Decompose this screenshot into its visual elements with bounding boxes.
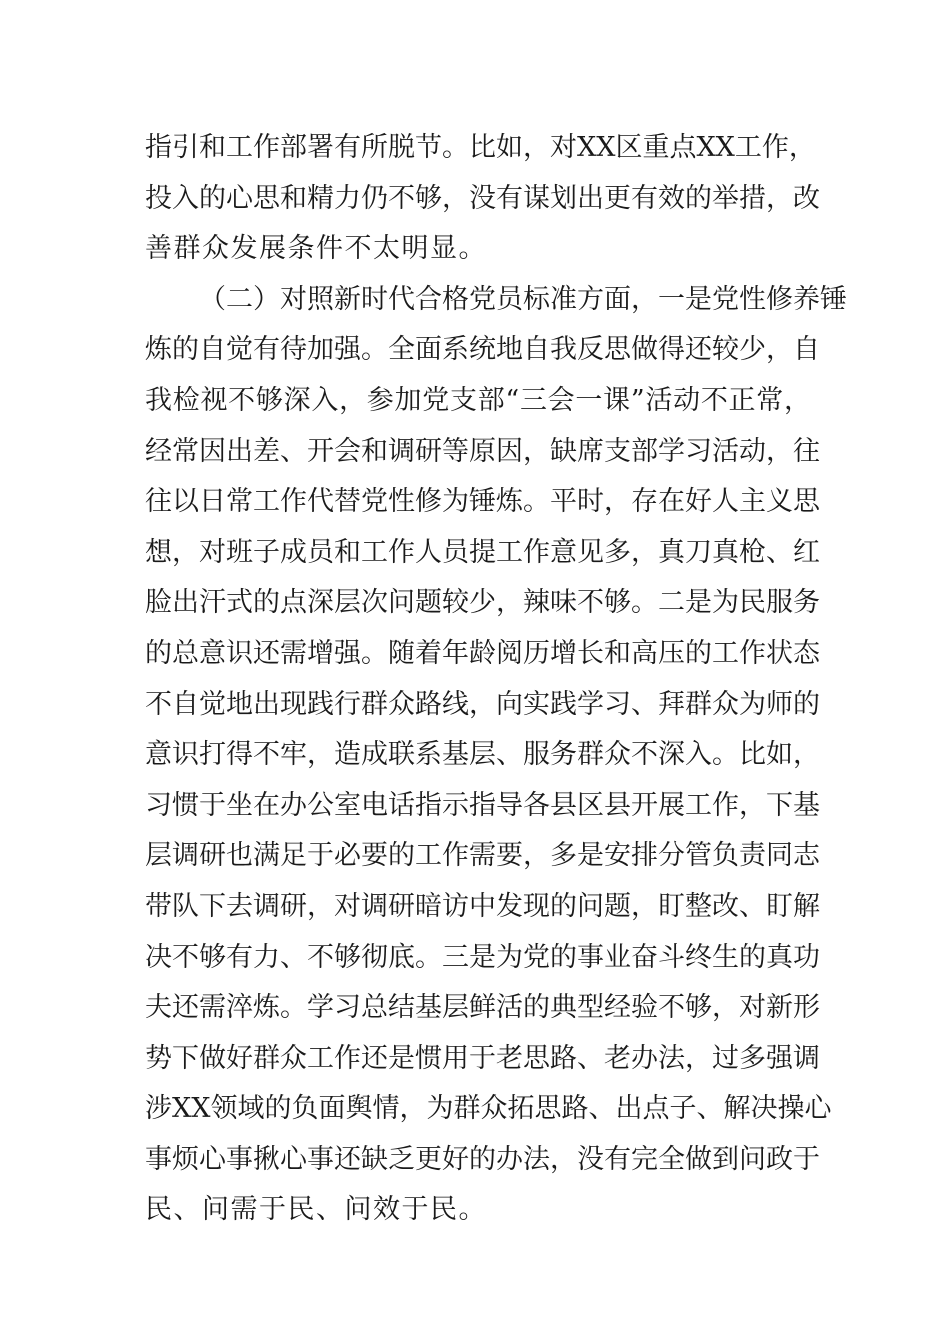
text-line xyxy=(145,1185,811,1236)
line-text: 决不够有力、不够彻底。三是为党的事业奋斗终生的真功 xyxy=(145,941,820,973)
line-text: 民、问需于民、问效于民。 xyxy=(145,1194,487,1226)
text-line xyxy=(145,1135,820,1186)
text-line xyxy=(145,1084,832,1135)
line-text: 层调研也满足于必要的工作需要，多是安排分管负责同志 xyxy=(145,840,820,872)
text-line xyxy=(145,730,820,781)
line-text: 我检视不够深入，参加党支部“三会一课”活动不正常， xyxy=(145,384,811,416)
line-text: 意识打得不牢，造成联系基层、服务群众不深入。比如， xyxy=(145,739,820,771)
text-line xyxy=(145,983,820,1034)
line-text: 善群众发展条件不太明显。 xyxy=(145,233,487,265)
line-text: 势下做好群众工作还是惯用于老思路、老办法，过多强调 xyxy=(145,1042,820,1074)
text-line xyxy=(145,831,820,882)
line-text: 夫还需淬炼。学习总结基层鲜活的典型经验不够，对新形 xyxy=(145,992,820,1024)
line-text: 想，对班子成员和工作人员提工作意见多，真刀真枪、红 xyxy=(145,536,820,568)
line-text: 脸出汗式的点深层次问题较少，辣味不够。二是为民服务 xyxy=(145,587,820,619)
text-line xyxy=(145,427,820,478)
line-text: 不自觉地出现践行群众路线，向实践学习、拜群众为师的 xyxy=(145,688,820,720)
text-line xyxy=(145,477,820,528)
text-line xyxy=(145,275,847,326)
text-line xyxy=(145,629,820,680)
line-text: 习惯于坐在办公室电话指示指导各县区县开展工作，下基 xyxy=(145,789,820,821)
line-text: 事烦心事揪心事还缺乏更好的办法，没有完全做到问政于 xyxy=(145,1143,820,1175)
text-line xyxy=(145,781,820,832)
line-text: 带队下去调研，对调研暗访中发现的问题，盯整改、盯解 xyxy=(145,890,820,922)
text-line xyxy=(145,123,816,174)
line-text: 经常因出差、开会和调研等原因，缺席支部学习活动，往 xyxy=(145,435,820,467)
document-body xyxy=(145,123,847,1236)
text-line xyxy=(145,528,820,579)
line-text: （二）对照新时代合格党员标准方面，一是党性修养锤 xyxy=(199,283,847,315)
text-line xyxy=(145,680,820,731)
text-line xyxy=(145,325,820,376)
line-text: 的总意识还需增强。随着年龄阅历增长和高压的工作状态 xyxy=(145,637,820,669)
text-line xyxy=(145,578,820,629)
line-text: 往以日常工作代替党性修为锤炼。平时，存在好人主义思 xyxy=(145,486,820,518)
text-line xyxy=(145,933,820,984)
text-line xyxy=(145,174,820,225)
line-text: 涉XX领域的负面舆情，为群众拓思路、出点子、解决操心 xyxy=(145,1093,832,1125)
text-line xyxy=(145,376,811,427)
line-text: 炼的自觉有待加强。全面系统地自我反思做得还较少，自 xyxy=(145,334,820,366)
text-line xyxy=(145,1034,820,1085)
text-line xyxy=(145,224,811,275)
line-text: 投入的心思和精力仍不够，没有谋划出更有效的举措，改 xyxy=(145,182,820,214)
text-line xyxy=(145,882,820,933)
line-text: 指引和工作部署有所脱节。比如，对XX区重点XX工作， xyxy=(145,132,816,163)
